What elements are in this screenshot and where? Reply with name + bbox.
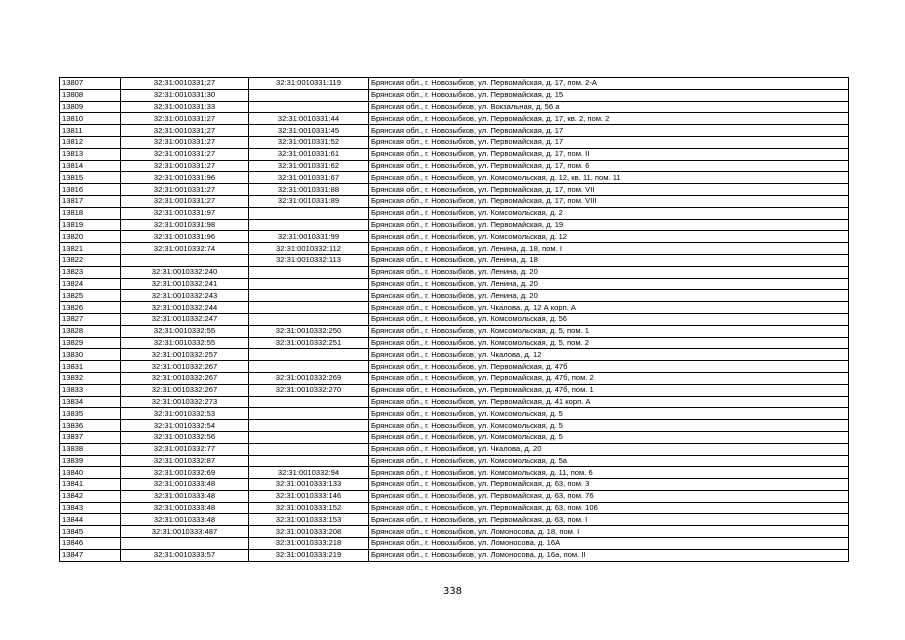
object-number-cell	[249, 431, 369, 443]
object-number-cell	[249, 278, 369, 290]
register-table	[59, 77, 849, 562]
row-number-cell: 13847	[60, 549, 121, 561]
object-number-cell: 32:31:0010333:133	[249, 479, 369, 491]
row-number-cell: 13844	[60, 514, 121, 526]
object-number-cell: 32:31:0010332:251	[249, 337, 369, 349]
object-number-cell: 32:31:0010331:62	[249, 160, 369, 172]
object-number-cell: 32:31:0010333:153	[249, 514, 369, 526]
row-number-cell: 13827	[60, 313, 121, 325]
row-number-cell: 13813	[60, 148, 121, 160]
table-row	[60, 136, 849, 148]
parcel-number-cell: 32:31:0010332:267	[121, 372, 249, 384]
parcel-number-cell: 32:31:0010331:98	[121, 219, 249, 231]
table-row	[60, 490, 849, 502]
row-number-cell: 13831	[60, 361, 121, 373]
address-cell: Брянская обл., г. Новозыбков, ул. Первомайская, д. 17	[369, 125, 849, 137]
parcel-number-cell: 32:31:0010332:53	[121, 408, 249, 420]
object-number-cell	[249, 408, 369, 420]
address-cell: Брянская обл., г. Новозыбков, ул. Первомайская, д. 47б, пом. 2	[369, 372, 849, 384]
parcel-number-cell: 32:31:0010332:240	[121, 266, 249, 278]
object-number-cell: 32:31:0010332:112	[249, 243, 369, 255]
table-row	[60, 479, 849, 491]
table-row	[60, 207, 849, 219]
object-number-cell	[249, 361, 369, 373]
address-cell: Брянская обл., г. Новозыбков, ул. Первомайская, д. 47б, пом. 1	[369, 384, 849, 396]
row-number-cell: 13837	[60, 431, 121, 443]
parcel-number-cell: 32:31:0010331:33	[121, 101, 249, 113]
parcel-number-cell: 32:31:0010331:96	[121, 172, 249, 184]
table-row	[60, 195, 849, 207]
parcel-number-cell: 32:31:0010332:77	[121, 443, 249, 455]
address-cell: Брянская обл., г. Новозыбков, ул. Комсомольская, д. 5	[369, 408, 849, 420]
address-cell: Брянская обл., г. Новозыбков, ул. Первомайская, д. 17	[369, 136, 849, 148]
table-row	[60, 113, 849, 125]
object-number-cell	[249, 443, 369, 455]
parcel-number-cell: 32:31:0010332:243	[121, 290, 249, 302]
parcel-number-cell: 32:31:0010333:487	[121, 526, 249, 538]
row-number-cell: 13842	[60, 490, 121, 502]
object-number-cell: 32:31:0010331:45	[249, 125, 369, 137]
object-number-cell	[249, 455, 369, 467]
table-row	[60, 420, 849, 432]
object-number-cell: 32:31:0010331:44	[249, 113, 369, 125]
parcel-number-cell: 32:31:0010332:55	[121, 337, 249, 349]
object-number-cell: 32:31:0010331:99	[249, 231, 369, 243]
table-row	[60, 514, 849, 526]
table-row	[60, 172, 849, 184]
table-row	[60, 443, 849, 455]
address-cell: Брянская обл., г. Новозыбков, ул. Комсомольская, д. 56	[369, 313, 849, 325]
table-row	[60, 313, 849, 325]
object-number-cell: 32:31:0010331:88	[249, 184, 369, 196]
address-cell: Брянская обл., г. Новозыбков, ул. Комсомольская, д. 5	[369, 431, 849, 443]
row-number-cell: 13820	[60, 231, 121, 243]
address-cell: Брянская обл., г. Новозыбков, ул. Первомайская, д. 15	[369, 89, 849, 101]
object-number-cell	[249, 302, 369, 314]
address-cell: Брянская обл., г. Новозыбков, ул. Первомайская, д. 63, пом. 3	[369, 479, 849, 491]
table-row	[60, 538, 849, 550]
row-number-cell: 13845	[60, 526, 121, 538]
row-number-cell: 13809	[60, 101, 121, 113]
address-cell: Брянская обл., г. Новозыбков, ул. Чкалова, д. 20	[369, 443, 849, 455]
row-number-cell: 13836	[60, 420, 121, 432]
object-number-cell: 32:31:0010331:119	[249, 78, 369, 90]
parcel-number-cell: 32:31:0010332:74	[121, 243, 249, 255]
address-cell: Брянская обл., г. Новозыбков, ул. Ленина, д. 20	[369, 278, 849, 290]
address-cell: Брянская обл., г. Новозыбков, ул. Ленина, д. 18, пом. I	[369, 243, 849, 255]
object-number-cell	[249, 266, 369, 278]
row-number-cell: 13810	[60, 113, 121, 125]
parcel-number-cell	[121, 254, 249, 266]
row-number-cell: 13840	[60, 467, 121, 479]
object-number-cell: 32:31:0010332:113	[249, 254, 369, 266]
object-number-cell: 32:31:0010332:94	[249, 467, 369, 479]
page-number: 338	[442, 586, 463, 597]
address-cell: Брянская обл., г. Новозыбков, ул. Ленина, д. 20	[369, 266, 849, 278]
row-number-cell: 13818	[60, 207, 121, 219]
address-cell: Брянская обл., г. Новозыбков, ул. Вокзальная, д. 56 а	[369, 101, 849, 113]
parcel-number-cell: 32:31:0010332:257	[121, 349, 249, 361]
row-number-cell: 13843	[60, 502, 121, 514]
parcel-number-cell: 32:31:0010331:27	[121, 195, 249, 207]
parcel-number-cell: 32:31:0010332:241	[121, 278, 249, 290]
address-cell: Брянская обл., г. Новозыбков, ул. Чкалова, д. 12 А корп. А	[369, 302, 849, 314]
table-row	[60, 526, 849, 538]
table-row	[60, 101, 849, 113]
address-cell: Брянская обл., г. Новозыбков, ул. Первомайская, д. 63, пом. 76	[369, 490, 849, 502]
row-number-cell: 13816	[60, 184, 121, 196]
object-number-cell	[249, 349, 369, 361]
object-number-cell: 32:31:0010333:146	[249, 490, 369, 502]
table-row	[60, 372, 849, 384]
row-number-cell: 13830	[60, 349, 121, 361]
address-cell: Брянская обл., г. Новозыбков, ул. Комсомольская, д. 5, пом. 1	[369, 325, 849, 337]
row-number-cell: 13839	[60, 455, 121, 467]
row-number-cell: 13814	[60, 160, 121, 172]
table-row	[60, 325, 849, 337]
address-cell: Брянская обл., г. Новозыбков, ул. Комсомольская, д. 12, кв. 11, пом. 11	[369, 172, 849, 184]
address-cell: Брянская обл., г. Новозыбков, ул. Комсомольская, д. 12	[369, 231, 849, 243]
table-row	[60, 278, 849, 290]
address-cell: Брянская обл., г. Новозыбков, ул. Чкалова, д. 12	[369, 349, 849, 361]
table-row	[60, 337, 849, 349]
parcel-number-cell: 32:31:0010331:27	[121, 113, 249, 125]
row-number-cell: 13833	[60, 384, 121, 396]
address-cell: Брянская обл., г. Новозыбков, ул. Первомайская, д. 17, пом. 6	[369, 160, 849, 172]
row-number-cell: 13815	[60, 172, 121, 184]
object-number-cell	[249, 219, 369, 231]
parcel-number-cell: 32:31:0010331:27	[121, 78, 249, 90]
row-number-cell: 13821	[60, 243, 121, 255]
address-cell: Брянская обл., г. Новозыбков, ул. Первомайская, д. 47б	[369, 361, 849, 373]
table-row	[60, 455, 849, 467]
table-row	[60, 349, 849, 361]
parcel-number-cell: 32:31:0010331:97	[121, 207, 249, 219]
table-row	[60, 384, 849, 396]
object-number-cell	[249, 207, 369, 219]
row-number-cell: 13829	[60, 337, 121, 349]
address-cell: Брянская обл., г. Новозыбков, ул. Комсомольская, д. 5а	[369, 455, 849, 467]
parcel-number-cell: 32:31:0010333:48	[121, 502, 249, 514]
parcel-number-cell: 32:31:0010333:57	[121, 549, 249, 561]
row-number-cell: 13832	[60, 372, 121, 384]
table-row	[60, 408, 849, 420]
object-number-cell	[249, 420, 369, 432]
table-row	[60, 160, 849, 172]
object-number-cell	[249, 290, 369, 302]
parcel-number-cell: 32:31:0010331:27	[121, 136, 249, 148]
address-cell: Брянская обл., г. Новозыбков, ул. Комсомольская, д. 5	[369, 420, 849, 432]
address-cell: Брянская обл., г. Новозыбков, ул. Ломоносова, д. 16а, пом. II	[369, 549, 849, 561]
parcel-number-cell: 32:31:0010331:27	[121, 160, 249, 172]
row-number-cell: 13835	[60, 408, 121, 420]
row-number-cell: 13817	[60, 195, 121, 207]
object-number-cell: 32:31:0010333:208	[249, 526, 369, 538]
row-number-cell: 13841	[60, 479, 121, 491]
row-number-cell: 13826	[60, 302, 121, 314]
object-number-cell	[249, 89, 369, 101]
address-cell: Брянская обл., г. Новозыбков, ул. Ломоносова, д. 18, пом. I	[369, 526, 849, 538]
parcel-number-cell: 32:31:0010332:54	[121, 420, 249, 432]
table-row	[60, 231, 849, 243]
parcel-number-cell: 32:31:0010332:56	[121, 431, 249, 443]
table-row	[60, 302, 849, 314]
object-number-cell: 32:31:0010332:269	[249, 372, 369, 384]
address-cell: Брянская обл., г. Новозыбков, ул. Первомайская, д. 17, пом. II	[369, 148, 849, 160]
row-number-cell: 13828	[60, 325, 121, 337]
table-row	[60, 78, 849, 90]
address-cell: Брянская обл., г. Новозыбков, ул. Первомайская, д. 17, кв. 2, пом. 2	[369, 113, 849, 125]
address-cell: Брянская обл., г. Новозыбков, ул. Первомайская, д. 17, пом. 2-А	[369, 78, 849, 90]
address-cell: Брянская обл., г. Новозыбков, ул. Первомайская, д. 63, пом. I	[369, 514, 849, 526]
row-number-cell: 13822	[60, 254, 121, 266]
parcel-number-cell: 32:31:0010332:267	[121, 384, 249, 396]
address-cell: Брянская обл., г. Новозыбков, ул. Комсомольская, д. 11, пом. 6	[369, 467, 849, 479]
parcel-number-cell: 32:31:0010331:96	[121, 231, 249, 243]
address-cell: Брянская обл., г. Новозыбков, ул. Первомайская, д. 41 корп. А	[369, 396, 849, 408]
register-table-body	[60, 78, 849, 562]
object-number-cell	[249, 396, 369, 408]
table-row	[60, 549, 849, 561]
parcel-number-cell: 32:31:0010333:48	[121, 514, 249, 526]
address-cell: Брянская обл., г. Новозыбков, ул. Ломоносова, д. 16А	[369, 538, 849, 550]
object-number-cell: 32:31:0010332:270	[249, 384, 369, 396]
object-number-cell: 32:31:0010333:218	[249, 538, 369, 550]
parcel-number-cell	[121, 538, 249, 550]
row-number-cell: 13823	[60, 266, 121, 278]
table-row	[60, 184, 849, 196]
address-cell: Брянская обл., г. Новозыбков, ул. Первомайская, д. 17, пом. VII	[369, 184, 849, 196]
table-row	[60, 266, 849, 278]
table-row	[60, 467, 849, 479]
row-number-cell: 13825	[60, 290, 121, 302]
parcel-number-cell: 32:31:0010332:69	[121, 467, 249, 479]
object-number-cell: 32:31:0010332:250	[249, 325, 369, 337]
parcel-number-cell: 32:31:0010331:27	[121, 125, 249, 137]
parcel-number-cell: 32:31:0010332:244	[121, 302, 249, 314]
object-number-cell: 32:31:0010331:61	[249, 148, 369, 160]
table-row	[60, 125, 849, 137]
address-cell: Брянская обл., г. Новозыбков, ул. Ленина, д. 20	[369, 290, 849, 302]
parcel-number-cell: 32:31:0010332:55	[121, 325, 249, 337]
table-row	[60, 219, 849, 231]
parcel-number-cell: 32:31:0010331:27	[121, 184, 249, 196]
parcel-number-cell: 32:31:0010332:247	[121, 313, 249, 325]
row-number-cell: 13811	[60, 125, 121, 137]
address-cell: Брянская обл., г. Новозыбков, ул. Первомайская, д. 17, пом. VIII	[369, 195, 849, 207]
address-cell: Брянская обл., г. Новозыбков, ул. Первомайская, д. 19	[369, 219, 849, 231]
object-number-cell: 32:31:0010331:67	[249, 172, 369, 184]
parcel-number-cell: 32:31:0010332:267	[121, 361, 249, 373]
table-row	[60, 361, 849, 373]
address-cell: Брянская обл., г. Новозыбков, ул. Первомайская, д. 63, пом. 106	[369, 502, 849, 514]
table-row	[60, 290, 849, 302]
table-row	[60, 89, 849, 101]
parcel-number-cell: 32:31:0010332:87	[121, 455, 249, 467]
table-row	[60, 243, 849, 255]
parcel-number-cell: 32:31:0010331:30	[121, 89, 249, 101]
object-number-cell: 32:31:0010333:152	[249, 502, 369, 514]
address-cell: Брянская обл., г. Новозыбков, ул. Комсомольская, д. 5, пом. 2	[369, 337, 849, 349]
table-row	[60, 254, 849, 266]
object-number-cell: 32:31:0010333:219	[249, 549, 369, 561]
parcel-number-cell: 32:31:0010331:27	[121, 148, 249, 160]
row-number-cell: 13838	[60, 443, 121, 455]
table-row	[60, 396, 849, 408]
address-cell: Брянская обл., г. Новозыбков, ул. Комсомольская, д. 2	[369, 207, 849, 219]
table-row	[60, 502, 849, 514]
parcel-number-cell: 32:31:0010333:48	[121, 490, 249, 502]
row-number-cell: 13834	[60, 396, 121, 408]
parcel-number-cell: 32:31:0010332:273	[121, 396, 249, 408]
object-number-cell	[249, 313, 369, 325]
row-number-cell: 13846	[60, 538, 121, 550]
table-row	[60, 148, 849, 160]
address-cell: Брянская обл., г. Новозыбков, ул. Ленина, д. 18	[369, 254, 849, 266]
row-number-cell: 13819	[60, 219, 121, 231]
row-number-cell: 13824	[60, 278, 121, 290]
object-number-cell: 32:31:0010331:52	[249, 136, 369, 148]
row-number-cell: 13808	[60, 89, 121, 101]
table-row	[60, 431, 849, 443]
object-number-cell	[249, 101, 369, 113]
row-number-cell: 13812	[60, 136, 121, 148]
object-number-cell: 32:31:0010331:89	[249, 195, 369, 207]
parcel-number-cell: 32:31:0010333:48	[121, 479, 249, 491]
row-number-cell: 13807	[60, 78, 121, 90]
